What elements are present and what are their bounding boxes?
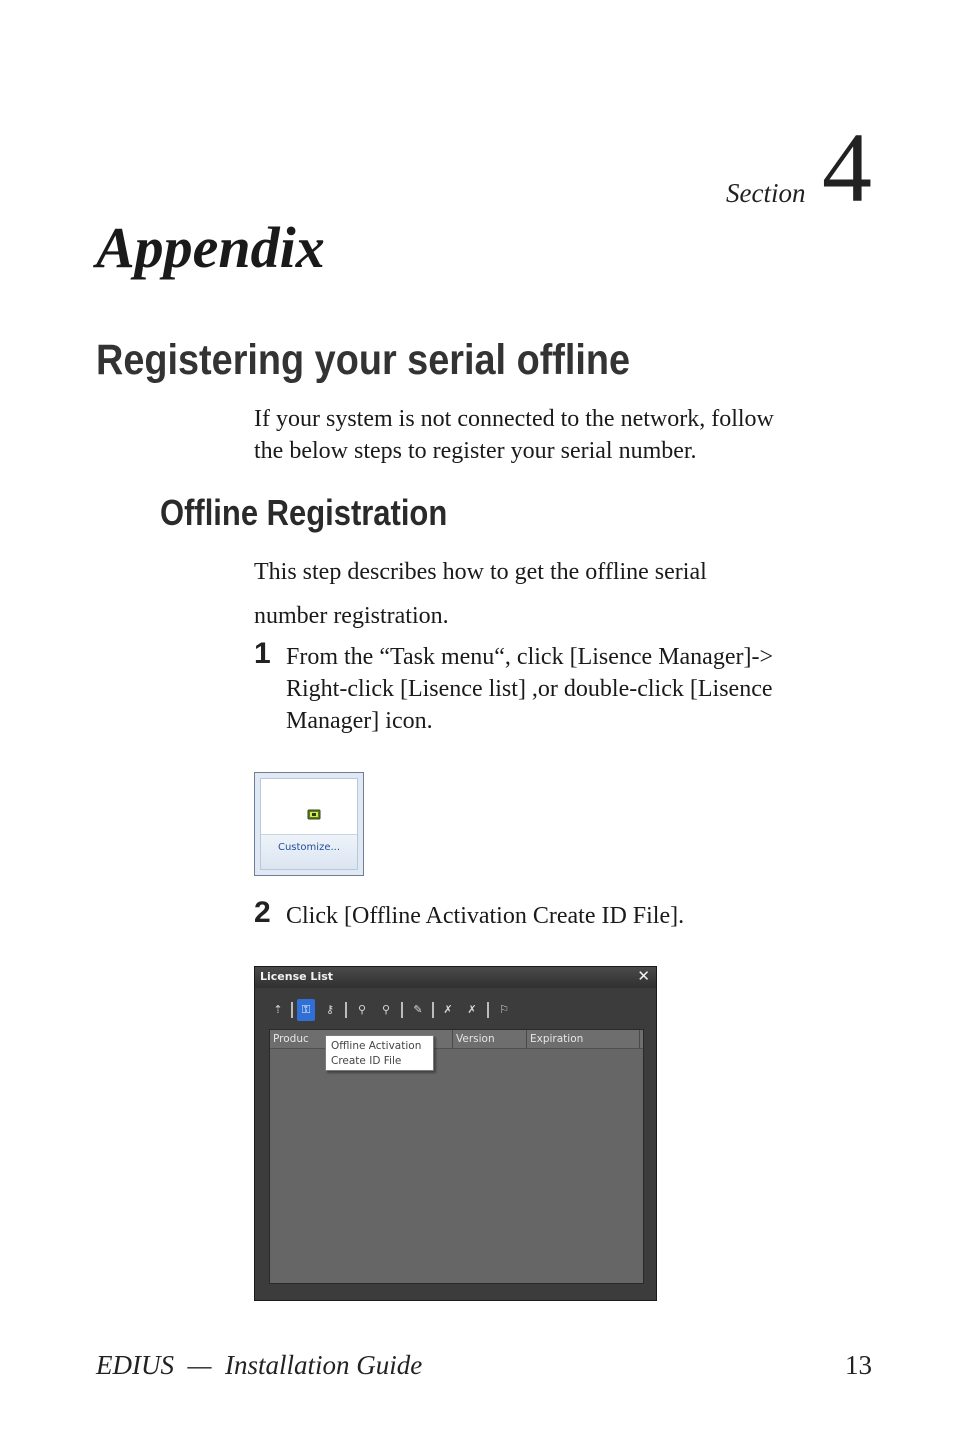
window-titlebar xyxy=(255,967,656,988)
page-heading: Registering your serial offline xyxy=(96,336,631,384)
step-text xyxy=(286,641,773,737)
step-line: Right-click [Lisence list] ,or double-click [Lisence xyxy=(286,676,773,702)
toolbar-separator xyxy=(345,1002,347,1018)
description-paragraph xyxy=(254,550,707,638)
toolbar-separator xyxy=(291,1002,293,1018)
toolbar-separator xyxy=(487,1002,489,1018)
deactivate-icon[interactable]: ⚲ xyxy=(357,1003,367,1016)
tooltip-line: Create ID File xyxy=(331,1055,402,1067)
remove-all-icon[interactable]: ✗ xyxy=(467,1003,477,1016)
step-line: Click [Offline Activation Create ID File]. xyxy=(286,903,685,929)
column-header-expiration[interactable]: Expiration xyxy=(527,1030,640,1048)
intro-paragraph xyxy=(254,403,774,467)
tray-popup-panel xyxy=(260,778,358,870)
section-number: 4 xyxy=(822,112,872,223)
tooltip xyxy=(325,1035,434,1071)
tooltip-line: Offline Activation xyxy=(331,1040,422,1052)
import-icon[interactable]: ⇡ xyxy=(273,1003,283,1016)
toolbar-separator xyxy=(401,1002,403,1018)
edit-icon[interactable]: ✎ xyxy=(413,1003,423,1016)
license-list[interactable] xyxy=(269,1029,644,1284)
description-line: number registration. xyxy=(254,603,449,629)
intro-line: If your system is not connected to the network, follow xyxy=(254,406,774,432)
step-text xyxy=(286,900,684,932)
license-manager-tray-icon[interactable] xyxy=(307,809,321,821)
license-toolbar xyxy=(269,999,639,1021)
help-icon[interactable]: ⚐ xyxy=(499,1003,509,1016)
column-header-version[interactable]: Version xyxy=(453,1030,527,1048)
step-number: 2 xyxy=(254,896,271,929)
window-title: License List xyxy=(260,970,334,983)
page-number: 13 xyxy=(845,1350,872,1380)
intro-line: the below steps to register your serial number. xyxy=(254,438,697,464)
remove-icon[interactable]: ✗ xyxy=(443,1003,453,1016)
license-list-window xyxy=(254,966,657,1301)
description-line: This step describes how to get the offline serial xyxy=(254,559,707,585)
offline-activation-create-id-icon[interactable]: ⚿ xyxy=(297,999,315,1021)
toolbar-separator xyxy=(432,1002,434,1018)
customize-link[interactable]: Customize... xyxy=(277,842,341,853)
footer-title: EDIUS — Installation Guide xyxy=(96,1350,423,1380)
column-header-product[interactable]: Produc xyxy=(270,1030,453,1048)
subheading: Offline Registration xyxy=(160,492,448,533)
step-line: Manager] icon. xyxy=(286,708,433,734)
step-number: 1 xyxy=(254,637,271,670)
offline-activation-icon[interactable]: ⚷ xyxy=(325,1003,335,1016)
deactivate-offline-icon[interactable]: ⚲ xyxy=(381,1003,391,1016)
tray-popup-screenshot xyxy=(254,772,364,876)
section-label: Section xyxy=(726,178,806,208)
chapter-title: Appendix xyxy=(96,215,325,280)
step-line: From the “Task menu“, click [Lisence Manager]-> xyxy=(286,644,773,670)
close-icon[interactable]: ✕ xyxy=(637,967,650,985)
